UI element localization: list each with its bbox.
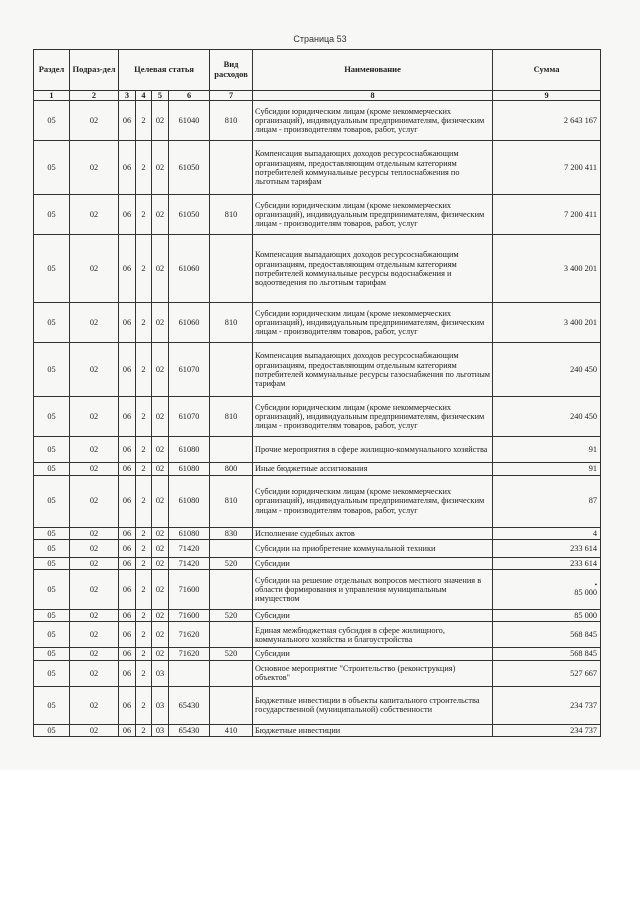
cell-summa: 568 845: [493, 648, 601, 660]
cell-program: 06: [119, 557, 136, 569]
cell-subprogram: 2: [136, 660, 152, 686]
table-row: [34, 570, 601, 610]
cell-naimenovanie: Субсидии: [253, 557, 493, 569]
cell-naimenovanie: Субсидии: [253, 610, 493, 622]
cell-program: 06: [119, 527, 136, 539]
cell-program: 06: [119, 437, 136, 463]
cell-podrazdel: 02: [70, 195, 119, 235]
cell-naimenovanie: Компенсация выпадающих доходов ресурсоснабжающим организациям, предоставляющим отдельным категориям потребителей коммунальные ресурсы теплоснабжения по льготным тарифам: [253, 141, 493, 195]
cell-vid-rashodov: [210, 539, 253, 557]
cell-event: 02: [152, 303, 169, 343]
cell-summa: 7 200 411: [493, 141, 601, 195]
cell-naimenovanie: Субсидии юридическим лицам (кроме некоммерческих организаций), индивидуальным предпринимателям, физическим лицам - производителям товаров, работ, услуг: [253, 475, 493, 527]
cell-podrazdel: 02: [70, 557, 119, 569]
cell-subprogram: 2: [136, 724, 152, 736]
cell-program: 06: [119, 397, 136, 437]
cell-subprogram: 2: [136, 475, 152, 527]
cell-direction: 61080: [169, 463, 210, 475]
cell-vid-rashodov: 810: [210, 101, 253, 141]
cell-podrazdel: 02: [70, 235, 119, 303]
cell-razdel: 05: [34, 195, 70, 235]
pen-mark: •: [594, 580, 598, 589]
table-row: [34, 475, 601, 527]
cell-vid-rashodov: [210, 437, 253, 463]
cell-naimenovanie: Субсидии юридическим лицам (кроме некоммерческих организаций), индивидуальным предпринимателям, физическим лицам - производителям товаров, работ, услуг: [253, 303, 493, 343]
cell-naimenovanie: Субсидии юридическим лицам (кроме некоммерческих организаций), индивидуальным предпринимателям, физическим лицам - производителям товаров, работ, услуг: [253, 101, 493, 141]
cell-razdel: 05: [34, 235, 70, 303]
cell-direction: 61080: [169, 527, 210, 539]
cell-naimenovanie: Основное мероприятие "Строительство (реконструкция) объектов": [253, 660, 493, 686]
cell-summa: 234 737: [493, 686, 601, 724]
cell-razdel: 05: [34, 660, 70, 686]
cell-direction: 71420: [169, 557, 210, 569]
cell-direction: 61080: [169, 437, 210, 463]
cell-event: 02: [152, 648, 169, 660]
cell-subprogram: 2: [136, 101, 152, 141]
column-number: 6: [169, 91, 210, 101]
cell-direction: 71600: [169, 610, 210, 622]
cell-event: 03: [152, 686, 169, 724]
table-row: [34, 622, 601, 648]
cell-subprogram: 2: [136, 622, 152, 648]
table-row: [34, 437, 601, 463]
cell-program: 06: [119, 648, 136, 660]
table-row: [34, 235, 601, 303]
cell-podrazdel: 02: [70, 660, 119, 686]
column-number: 9: [493, 91, 601, 101]
cell-vid-rashodov: [210, 235, 253, 303]
cell-event: 03: [152, 660, 169, 686]
cell-subprogram: 2: [136, 610, 152, 622]
cell-razdel: 05: [34, 570, 70, 610]
cell-summa: 4: [493, 527, 601, 539]
cell-razdel: 05: [34, 539, 70, 557]
cell-direction: 61070: [169, 343, 210, 397]
cell-program: 06: [119, 724, 136, 736]
column-number: 8: [253, 91, 493, 101]
cell-program: 06: [119, 686, 136, 724]
column-number: 1: [34, 91, 70, 101]
cell-podrazdel: 02: [70, 437, 119, 463]
cell-razdel: 05: [34, 303, 70, 343]
header-naimenovanie: Наименование: [253, 50, 493, 91]
cell-summa: 91: [493, 437, 601, 463]
cell-podrazdel: 02: [70, 397, 119, 437]
cell-event: 02: [152, 101, 169, 141]
cell-naimenovanie: Бюджетные инвестиции в объекты капитального строительства государственной (муниципальной) собственности: [253, 686, 493, 724]
cell-program: 06: [119, 475, 136, 527]
cell-subprogram: 2: [136, 397, 152, 437]
table-row: [34, 557, 601, 569]
cell-podrazdel: 02: [70, 527, 119, 539]
cell-event: 02: [152, 397, 169, 437]
cell-razdel: 05: [34, 557, 70, 569]
cell-vid-rashodov: 520: [210, 557, 253, 569]
cell-vid-rashodov: [210, 343, 253, 397]
cell-event: 02: [152, 622, 169, 648]
cell-program: 06: [119, 622, 136, 648]
table-row: [34, 660, 601, 686]
cell-podrazdel: 02: [70, 724, 119, 736]
cell-program: 06: [119, 101, 136, 141]
cell-direction: 61040: [169, 101, 210, 141]
cell-summa: 91: [493, 463, 601, 475]
cell-vid-rashodov: 800: [210, 463, 253, 475]
cell-summa: 85 000: [493, 610, 601, 622]
cell-event: 03: [152, 724, 169, 736]
cell-direction: 61070: [169, 397, 210, 437]
cell-razdel: 05: [34, 397, 70, 437]
cell-podrazdel: 02: [70, 475, 119, 527]
table-row: [34, 724, 601, 736]
cell-podrazdel: 02: [70, 622, 119, 648]
cell-event: 02: [152, 343, 169, 397]
cell-program: 06: [119, 343, 136, 397]
cell-subprogram: 2: [136, 570, 152, 610]
table-row: [34, 397, 601, 437]
cell-podrazdel: 02: [70, 648, 119, 660]
cell-program: 06: [119, 570, 136, 610]
cell-direction: 65430: [169, 686, 210, 724]
cell-razdel: 05: [34, 475, 70, 527]
cell-subprogram: 2: [136, 527, 152, 539]
header-vid-rashodov: Вид расходов: [210, 50, 253, 91]
cell-direction: 71620: [169, 648, 210, 660]
table-row: [34, 527, 601, 539]
cell-subprogram: 2: [136, 235, 152, 303]
cell-summa: 233 614: [493, 557, 601, 569]
cell-vid-rashodov: [210, 660, 253, 686]
header-summa: Сумма: [493, 50, 601, 91]
table-row: [34, 303, 601, 343]
cell-direction: 61050: [169, 141, 210, 195]
cell-direction: 65430: [169, 724, 210, 736]
table-row: [34, 539, 601, 557]
cell-program: 06: [119, 660, 136, 686]
cell-podrazdel: 02: [70, 101, 119, 141]
cell-vid-rashodov: 810: [210, 397, 253, 437]
cell-naimenovanie: Прочие мероприятия в сфере жилищно-коммунального хозяйства: [253, 437, 493, 463]
column-number: 4: [136, 91, 152, 101]
table-row: [34, 195, 601, 235]
page-number: Страница 53: [293, 34, 347, 44]
table-row: [34, 343, 601, 397]
cell-razdel: 05: [34, 437, 70, 463]
cell-podrazdel: 02: [70, 463, 119, 475]
cell-event: 02: [152, 141, 169, 195]
cell-podrazdel: 02: [70, 343, 119, 397]
cell-summa: 233 614: [493, 539, 601, 557]
cell-direction: 61060: [169, 235, 210, 303]
table-row: [34, 141, 601, 195]
cell-subprogram: 2: [136, 557, 152, 569]
cell-naimenovanie: Бюджетные инвестиции: [253, 724, 493, 736]
cell-naimenovanie: Исполнение судебных актов: [253, 527, 493, 539]
table-row: [34, 463, 601, 475]
cell-summa: 527 667: [493, 660, 601, 686]
cell-event: 02: [152, 527, 169, 539]
cell-subprogram: 2: [136, 648, 152, 660]
cell-program: 06: [119, 235, 136, 303]
cell-razdel: 05: [34, 622, 70, 648]
header-razdel: Раздел: [34, 50, 70, 91]
cell-podrazdel: 02: [70, 686, 119, 724]
column-number: 3: [119, 91, 136, 101]
cell-naimenovanie: Субсидии: [253, 648, 493, 660]
cell-subprogram: 2: [136, 195, 152, 235]
cell-event: 02: [152, 195, 169, 235]
cell-event: 02: [152, 557, 169, 569]
cell-razdel: 05: [34, 686, 70, 724]
cell-vid-rashodov: 520: [210, 648, 253, 660]
cell-program: 06: [119, 463, 136, 475]
cell-vid-rashodov: 810: [210, 303, 253, 343]
cell-subprogram: 2: [136, 343, 152, 397]
cell-naimenovanie: Субсидии на решение отдельных вопросов местного значения в области формирования и управления муниципальным имуществом: [253, 570, 493, 610]
cell-subprogram: 2: [136, 539, 152, 557]
cell-podrazdel: 02: [70, 141, 119, 195]
cell-vid-rashodov: 810: [210, 195, 253, 235]
cell-summa: 234 737: [493, 724, 601, 736]
cell-subprogram: 2: [136, 463, 152, 475]
table-body: [34, 101, 601, 737]
cell-direction: 71620: [169, 622, 210, 648]
cell-summa: 3 400 201: [493, 235, 601, 303]
cell-vid-rashodov: 410: [210, 724, 253, 736]
column-number-row: [34, 91, 601, 101]
cell-naimenovanie: Единая межбюджетная субсидия в сфере жилищного, коммунального хозяйства и благоустройства: [253, 622, 493, 648]
cell-razdel: 05: [34, 141, 70, 195]
cell-direction: 71420: [169, 539, 210, 557]
budget-table: [33, 49, 601, 737]
cell-direction: 71600: [169, 570, 210, 610]
cell-podrazdel: 02: [70, 570, 119, 610]
cell-program: 06: [119, 303, 136, 343]
cell-naimenovanie: Компенсация выпадающих доходов ресурсоснабжающим организациям, предоставляющим отдельным категориям потребителей коммунальные ресурсы газоснабжения по льготным тарифам: [253, 343, 493, 397]
cell-vid-rashodov: [210, 141, 253, 195]
cell-event: 02: [152, 539, 169, 557]
cell-subprogram: 2: [136, 303, 152, 343]
cell-naimenovanie: Компенсация выпадающих доходов ресурсоснабжающим организациям, предоставляющим отдельным категориям потребителей коммунальные ресурсы водоснабжения и водоотведения по льготным тарифам: [253, 235, 493, 303]
cell-program: 06: [119, 539, 136, 557]
cell-summa: [493, 570, 601, 610]
cell-subprogram: 2: [136, 141, 152, 195]
cell-summa: 240 450: [493, 343, 601, 397]
table-row: [34, 648, 601, 660]
header-celevaya-statya: Целевая статья: [119, 50, 210, 91]
cell-event: 02: [152, 475, 169, 527]
sum-value: 85 000: [574, 587, 598, 597]
cell-event: 02: [152, 437, 169, 463]
cell-razdel: 05: [34, 101, 70, 141]
cell-vid-rashodov: 830: [210, 527, 253, 539]
cell-razdel: 05: [34, 610, 70, 622]
cell-summa: 3 400 201: [493, 303, 601, 343]
cell-direction: 61050: [169, 195, 210, 235]
table-row: [34, 101, 601, 141]
cell-razdel: 05: [34, 463, 70, 475]
cell-naimenovanie: Субсидии юридическим лицам (кроме некоммерческих организаций), индивидуальным предпринимателям, физическим лицам - производителям товаров, работ, услуг: [253, 397, 493, 437]
cell-razdel: 05: [34, 343, 70, 397]
cell-summa: 7 200 411: [493, 195, 601, 235]
cell-subprogram: 2: [136, 437, 152, 463]
cell-podrazdel: 02: [70, 539, 119, 557]
cell-razdel: 05: [34, 724, 70, 736]
cell-podrazdel: 02: [70, 610, 119, 622]
column-number: 7: [210, 91, 253, 101]
cell-vid-rashodov: [210, 686, 253, 724]
header-row: [34, 50, 601, 91]
cell-razdel: 05: [34, 527, 70, 539]
column-number: 2: [70, 91, 119, 101]
cell-podrazdel: 02: [70, 303, 119, 343]
cell-direction: 61080: [169, 475, 210, 527]
header-podrazdel: Подраз-дел: [70, 50, 119, 91]
cell-program: 06: [119, 610, 136, 622]
column-number: 5: [152, 91, 169, 101]
cell-naimenovanie: Субсидии юридическим лицам (кроме некоммерческих организаций), индивидуальным предпринимателям, физическим лицам - производителям товаров, работ, услуг: [253, 195, 493, 235]
cell-summa: 240 450: [493, 397, 601, 437]
table-row: [34, 610, 601, 622]
cell-summa: 2 643 167: [493, 101, 601, 141]
cell-naimenovanie: Иные бюджетные ассигнования: [253, 463, 493, 475]
cell-program: 06: [119, 141, 136, 195]
cell-subprogram: 2: [136, 686, 152, 724]
cell-vid-rashodov: [210, 622, 253, 648]
cell-event: 02: [152, 235, 169, 303]
cell-event: 02: [152, 610, 169, 622]
cell-direction: 61060: [169, 303, 210, 343]
cell-event: 02: [152, 463, 169, 475]
cell-naimenovanie: Субсидии на приобретение коммунальной техники: [253, 539, 493, 557]
cell-vid-rashodov: 810: [210, 475, 253, 527]
cell-vid-rashodov: [210, 570, 253, 610]
cell-program: 06: [119, 195, 136, 235]
cell-summa: 568 845: [493, 622, 601, 648]
cell-vid-rashodov: 520: [210, 610, 253, 622]
table-row: [34, 686, 601, 724]
cell-summa: 87: [493, 475, 601, 527]
cell-event: 02: [152, 570, 169, 610]
cell-direction: [169, 660, 210, 686]
cell-razdel: 05: [34, 648, 70, 660]
